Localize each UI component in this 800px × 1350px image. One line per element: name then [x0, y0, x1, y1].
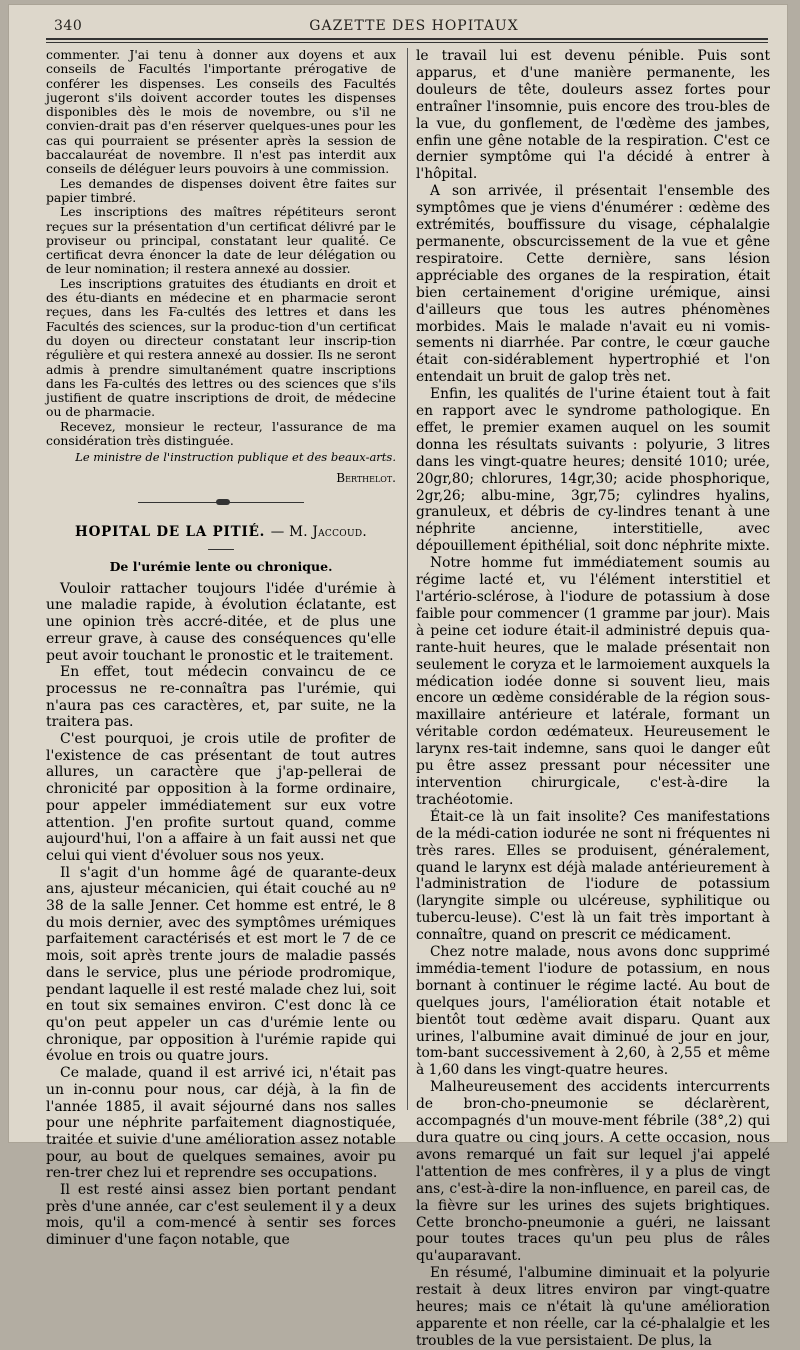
paragraph: Notre homme fut immédiatement soumis au régime lacté et, vu l'élément interstitiel et l'artério-sclérose, à l'iodure de potassium à dose faible pour commencer (1 gramme par jour). Mais à peine cet iodure était-il administré depuis qua-rante-huit heures, que le malade présentait non seulement le coryza et le larmoiement auxquels la médication iodée donne si souvent lieu, mais encore un œdème considérable de la région sous-maxillaire antérieure et latérale, formant un véritable cordon œdémateux. Heureusement le larynx res-tait indemne, sans quoi le danger eût pu être assez pressant pour nécessiter une intervention chirurgicale, c'est-à-dire la trachéotomie.: [416, 555, 770, 808]
paragraph: C'est pourquoi, je crois utile de profiter de l'existence de cas présentant de tout autres allures, un caractère que j'ap-pellerai de chronicité par opposition à la forme ordinaire, pour appeler immédiatement sur eux votre attention. J'en profite surtout quand, comme aujourd'hui, l'on a affaire à un fait aussi net que celui qui vient d'évoluer sous nos yeux.: [46, 731, 396, 864]
paragraph: Chez notre malade, nous avons donc supprimé immédia-tement l'iodure de potassium, en nous bornant à continuer le régime lacté. Au bout de quelques jours, l'amélioration était notable et bientôt tout œdème avait disparu. Quant aux urines, l'albumine avait diminué de jour en jour, tom-bant successivement à 2,60, à 2,55 et même à 1,60 dans les vingt-quatre heures.: [416, 944, 770, 1079]
right-column: [416, 48, 770, 1350]
section-ornament: [46, 485, 396, 515]
paragraph: Recevez, monsieur le recteur, l'assurance de ma considération très distinguée.: [46, 418, 396, 449]
signature-name: Berthelot.: [336, 470, 396, 485]
article-heading: [46, 525, 396, 540]
journal-title: GAZETTE DES HOPITAUX: [309, 18, 519, 34]
ministerial-circular-end: [46, 48, 396, 485]
paragraph: Les inscriptions gratuites des étudiants en droit et des étu-diants en médecine et en pharmacie seront reçues, dans les Fa-cultés des lettres et dans les Facultés des sciences, sur la produc-tion d'un certificat du doyen ou directeur constatant leur inscrip-tion régulière et qui restera annexé au dossier. Ils ne seront admis à prendre simultanément quatre inscriptions dans les Fa-cultés des lettres ou des sciences que s'ils justifient de quatre inscriptions de droit, de médecine ou de pharmacie.: [46, 275, 396, 420]
paragraph: A son arrivée, il présentait l'ensemble des symptômes que je viens d'énumérer : œdème des extrémités, bouffissure du visage, céphalalgie permanente, obscurcissement de la vue et gêne respiratoire. Cette dernière, sans lésion appréciable des organes de la respiration, était bien certainement d'origine urémique, ainsi d'ailleurs que tous les autres phénomènes morbides. Mais le malade n'avait eu ni vomis-sements ni diarrhée. Par contre, le cœur gauche était con-sidérablement hypertrophié et l'on entendait un bruit de galop très net.: [416, 183, 770, 386]
column-divider: [407, 48, 408, 1110]
paragraph: Il est resté ainsi assez bien portant pendant près d'une année, car c'est seulement il y a deux mois, qu'il a com-mencé à sentir ses forces diminuer d'une façon notable, que: [46, 1182, 396, 1249]
paragraph: Les inscriptions des maîtres répétiteurs seront reçues sur la présentation d'un certificat délivré par le proviseur ou principal, constatant leur qualité. Ce certificat devra énoncer la date de leur délégation ou de leur nomination; il restera annexé au dossier.: [46, 204, 396, 277]
article-author: — M. Jaccoud.: [270, 523, 367, 540]
ornament-flourish: [216, 499, 230, 505]
heading-rule: [208, 549, 234, 550]
paragraph: commenter. J'ai tenu à donner aux doyens et aux conseils de Facultés l'importante prérogative de conférer les dispenses. Les conseils des Facultés jugeront s'ils doivent accorder toutes les dispenses disponibles dès le mois de novembre, ou s'il ne convien-drait pas d'en réserver quelques-unes pour les cas qui pourraient se présenter après la session de baccalauréat de novembre. Il n'est pas interdit aux conseils de déléguer leurs pouvoirs à une commission.: [46, 47, 396, 177]
paragraph: Ce malade, quand il est arrivé ici, n'était pas un in-connu pour nous, car déjà, à la fin de l'année 1885, il avait séjourné dans nos salles pour une néphrite parfaitement diagnostiquée, traitée et suivie d'une amélioration assez notable pour, au bout de quelques semaines, avoir pu ren-trer chez lui et reprendre ses occupations.: [46, 1065, 396, 1182]
article-title: HOPITAL DE LA PITIÉ.: [75, 523, 266, 540]
paragraph: En résumé, l'albumine diminuait et la polyurie restait à deux litres environ par vingt-quatre heures; mais ce n'était là qu'une amélioration apparente et non réelle, car la cé-phalalgie et les troubles de la vue persistaient. De plus, la: [416, 1265, 770, 1349]
paragraph: Les demandes de dispenses doivent être faites sur papier timbré.: [46, 175, 396, 205]
article-body-left: [46, 581, 396, 1249]
page-number: 340: [54, 18, 83, 34]
paragraph: Malheureusement des accidents intercurrents de bron-cho-pneumonie se déclarèrent, accompagnés d'un mouve-ment fébrile (38°,2) qui dura quatre ou cinq jours. A cette occasion, nous avons remarqué un fait sur lequel j'ai appelé l'attention de mes confrères, il y a plus de vingt ans, c'est-à-dire la non-influence, en pareil cas, de la fièvre sur les urines des sujets brightiques. Cette broncho-pneumonie a guéri, ne laissant pour toutes traces qu'un peu plus de râles qu'auparavant.: [416, 1079, 770, 1265]
page-header: [54, 18, 774, 40]
paragraph: En effet, tout médecin convaincu de ce processus ne re-connaîtra pas l'urémie, qui n'aura pas ces caractères, et, par suite, ne la traitera pas.: [46, 664, 396, 731]
header-rule-thin: [46, 42, 768, 43]
paragraph: Enfin, les qualités de l'urine étaient tout à fait en rapport avec le syndrome pathologique. En effet, le premier examen auquel on les soumit donna les résultats suivants : polyurie, 3 litres dans les vingt-quatre heures; densité 1010; urée, 20gr,80; chlorures, 14gr,30; acide phosphorique, 2gr,26; albu-mine, 3gr,75; cylindres hyalins, granuleux, et débris de cy-lindres tenant à une néphrite ancienne, interstitielle, avec dépouillement épithélial, soit donc néphrite mixte.: [416, 386, 770, 555]
paragraph: le travail lui est devenu pénible. Puis sont apparus, et d'une manière permanente, les douleurs de tête, douleurs assez fortes pour entraîner l'insomnie, puis encore des trou-bles de la vue, du gonflement, de l'œdème des jambes, enfin une gêne notable de la respiration. C'est ce dernier symptôme qui l'a décidé à entrer à l'hôpital.: [416, 48, 770, 183]
paragraph: Il s'agit d'un homme âgé de quarante-deux ans, ajusteur mécanicien, qui était couché au nº 38 de la salle Jenner. Cet homme est entré, le 8 du mois dernier, avec des symptômes urémiques parfaitement caractérisés et est mort le 7 de ce mois, soit après trente jours de maladie passés dans le service, plus une période prodromique, pendant laquelle il est resté malade chez lui, soit en tout six semaines environ. C'est donc là ce qu'on peut appeler un cas d'urémie lente ou chronique, par opposition à l'urémie rapide qui évolue en trois ou quatre jours.: [46, 864, 396, 1065]
paragraph: Était-ce là un fait insolite? Ces manifestations de la médi-cation iodurée ne sont ni fréquentes ni très rares. Elles se produisent, généralement, quand le larynx est déjà malade antérieurement à l'administration de l'iodure de potassium (laryngite simple ou ulcéreuse, syphilitique ou tubercu-leuse). C'est là un fait très important à connaître, quand on prescrit ce médicament.: [416, 808, 770, 944]
article-subtitle: De l'urémie lente ou chronique.: [109, 559, 333, 575]
signature-line: Le ministre de l'instruction publique et des beaux-arts.: [75, 450, 396, 465]
header-rule-thick: [46, 38, 768, 40]
left-column: [46, 48, 396, 1249]
paragraph: Vouloir rattacher toujours l'idée d'urémie à une maladie rapide, à évolution éclatante, est une opinion très accré-ditée, et de plus une erreur grave, à cause des conséquences qu'elle peut avoir touchant le pronostic et le traitement.: [46, 580, 396, 664]
